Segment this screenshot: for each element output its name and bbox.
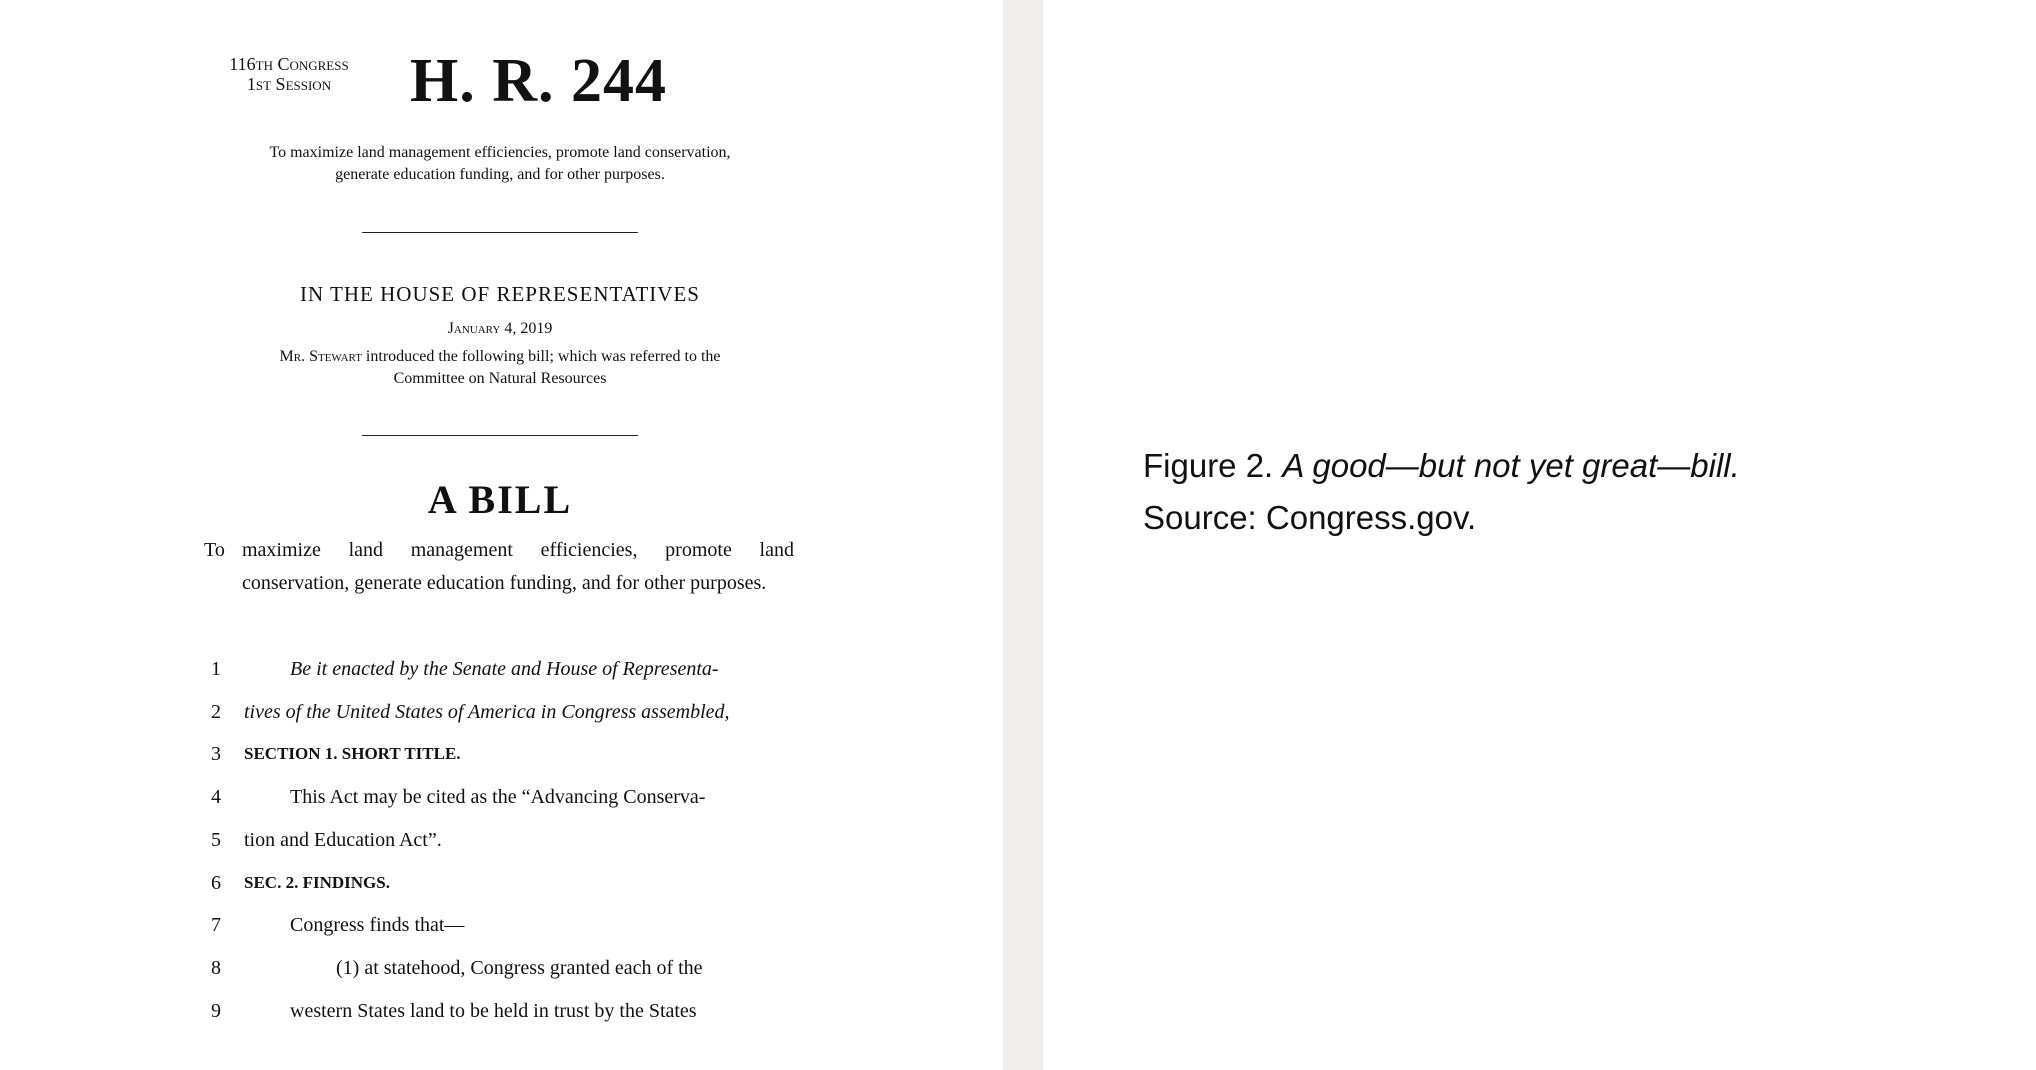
divider-rule-1 [362,232,638,233]
line-text: Be it enacted by the Senate and House of Representa- [290,658,719,680]
bill-line [206,910,796,940]
line-number: 2 [211,701,221,723]
bill-line [206,825,796,855]
long-title-line-1: maximize land management efficiencies, promote land [242,539,794,561]
line-text: Congress finds that— [290,914,465,936]
line-text: This Act may be cited as the “Advancing Conserva- [290,786,706,808]
figure-title: A good—but not yet great—bill. [1282,447,1740,484]
line-number: 6 [211,872,221,894]
line-number: 7 [211,914,221,936]
short-purpose-line-2: generate education funding, and for other purposes. [335,166,665,183]
line-number: 9 [211,1000,221,1022]
congress-session-label [200,54,378,94]
section-heading: SECTION 1. SHORT TITLE. [244,744,461,763]
long-title-to: To [204,539,225,561]
bill-line [206,739,796,769]
line-number: 3 [211,743,221,765]
line-number: 5 [211,829,221,851]
short-purpose-line-1: To maximize land management efficiencies, promote land conservation, [269,144,731,161]
a-bill-heading: A BILL [427,477,573,522]
long-title [204,534,794,600]
line-number: 8 [211,957,221,979]
line-text: tives of the United States of America in Congress assembled, [244,701,730,723]
sponsor-name: Mr. Stewart [279,348,362,365]
line-number: 1 [211,658,221,680]
introduction-text-1: introduced the following bill; which was referred to the [361,348,721,365]
session-label: 1st Session [246,74,332,94]
bill-document [0,0,1003,1070]
figure-caption [1143,440,2003,544]
line-number: 4 [211,786,221,808]
chamber-heading: IN THE HOUSE OF REPRESENTATIVES [300,282,700,306]
bill-line [206,697,796,727]
introduction-text-2: Committee on Natural Resources [393,370,607,387]
bill-line [206,782,796,812]
bill-line [206,654,796,684]
figure-source: Source: Congress.gov. [1143,499,1477,536]
section-heading: SEC. 2. FINDINGS. [244,873,390,892]
line-text: western States land to be held in trust by the States [290,1000,697,1022]
line-text: (1) at statehood, Congress granted each of the [336,957,703,979]
introduction-date: January 4, 2019 [447,320,553,337]
figure-label: Figure 2. [1143,447,1274,484]
long-title-rest: conservation, generate education funding, and for other purposes. [242,572,767,594]
line-text: tion and Education Act”. [244,829,442,851]
bill-line [206,953,796,983]
divider-rule-2 [362,435,638,436]
bill-number: H. R. 244 [410,47,667,115]
bill-line [206,996,796,1026]
introduction-statement [230,346,770,390]
bill-line [206,868,796,898]
short-purpose [200,142,800,186]
congress-number: 116th Congress [229,54,349,74]
page-gutter [1003,0,1043,1070]
